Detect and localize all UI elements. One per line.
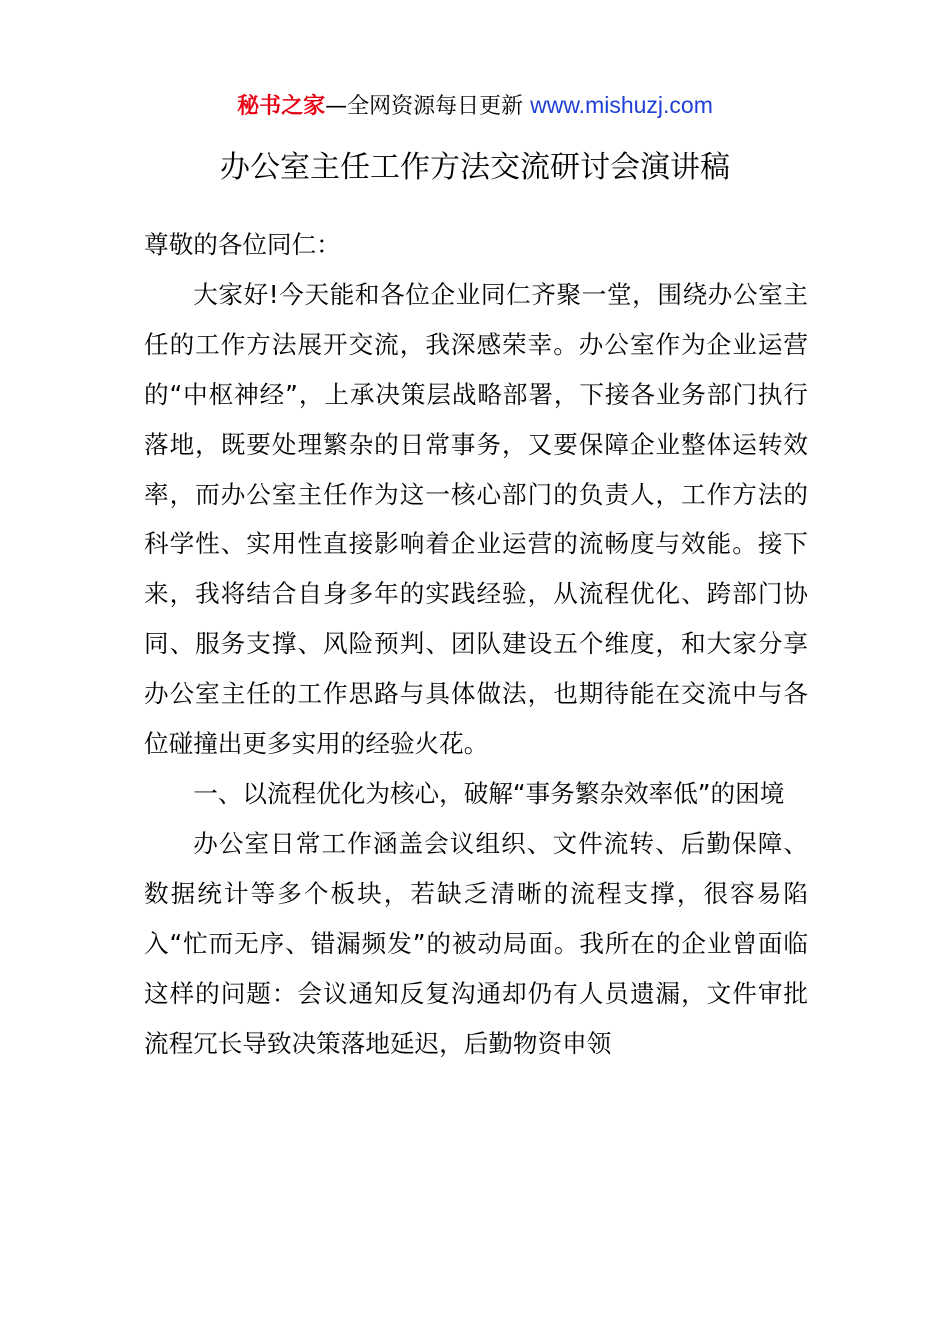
site-header [0,88,950,124]
document-title: 办公室主任工作方法交流研讨会演讲稿 [220,150,730,185]
site-url-link[interactable]: www.mishuzj.com [530,92,713,118]
salutation: 尊敬的各位同仁： [144,230,341,259]
paragraph-intro: 大家好!今天能和各位企业同仁齐聚一堂，围绕办公室主任的工作方法展开交流，我深感荣幸。办公室作为企业运营的“中枢神经”，上承决策层战略部署，下接各业务部门执行落地，既要处理繁杂的日常事务，又要保障企业整体运转效率，而办公室主任作为这一核心部门的负责人，工作方法的科学性、实用性直接影响着企业运营的流畅度与效能。接下来，我将结合自身多年的实践经验，从流程优化、跨部门协同、服务支撑、风险预判、团队建设五个维度，和大家分享办公室主任的工作思路与具体做法，也期待能在交流中与各位碰撞出更多实用的经验火花。 [144,279,808,759]
document-body [144,220,808,1068]
site-brand: 秘书之家 [237,94,326,119]
paragraph-section-1: 办公室日常工作涵盖会议组织、文件流转、后勤保障、数据统计等多个板块，若缺乏清晰的流程支撑，很容易陷入“忙而无序、错漏频发”的被动局面。我所在的企业曾面临这样的问题：会议通知反复沟通却仍有人员遗漏，文件审批流程冗长导致决策落地延迟，后勤物资申领 [144,828,808,1058]
site-tagline: —全网资源每日更新 [325,94,531,119]
section-heading-1: 一、以流程优化为核心，破解“事务繁杂效率低”的困境 [193,778,785,808]
